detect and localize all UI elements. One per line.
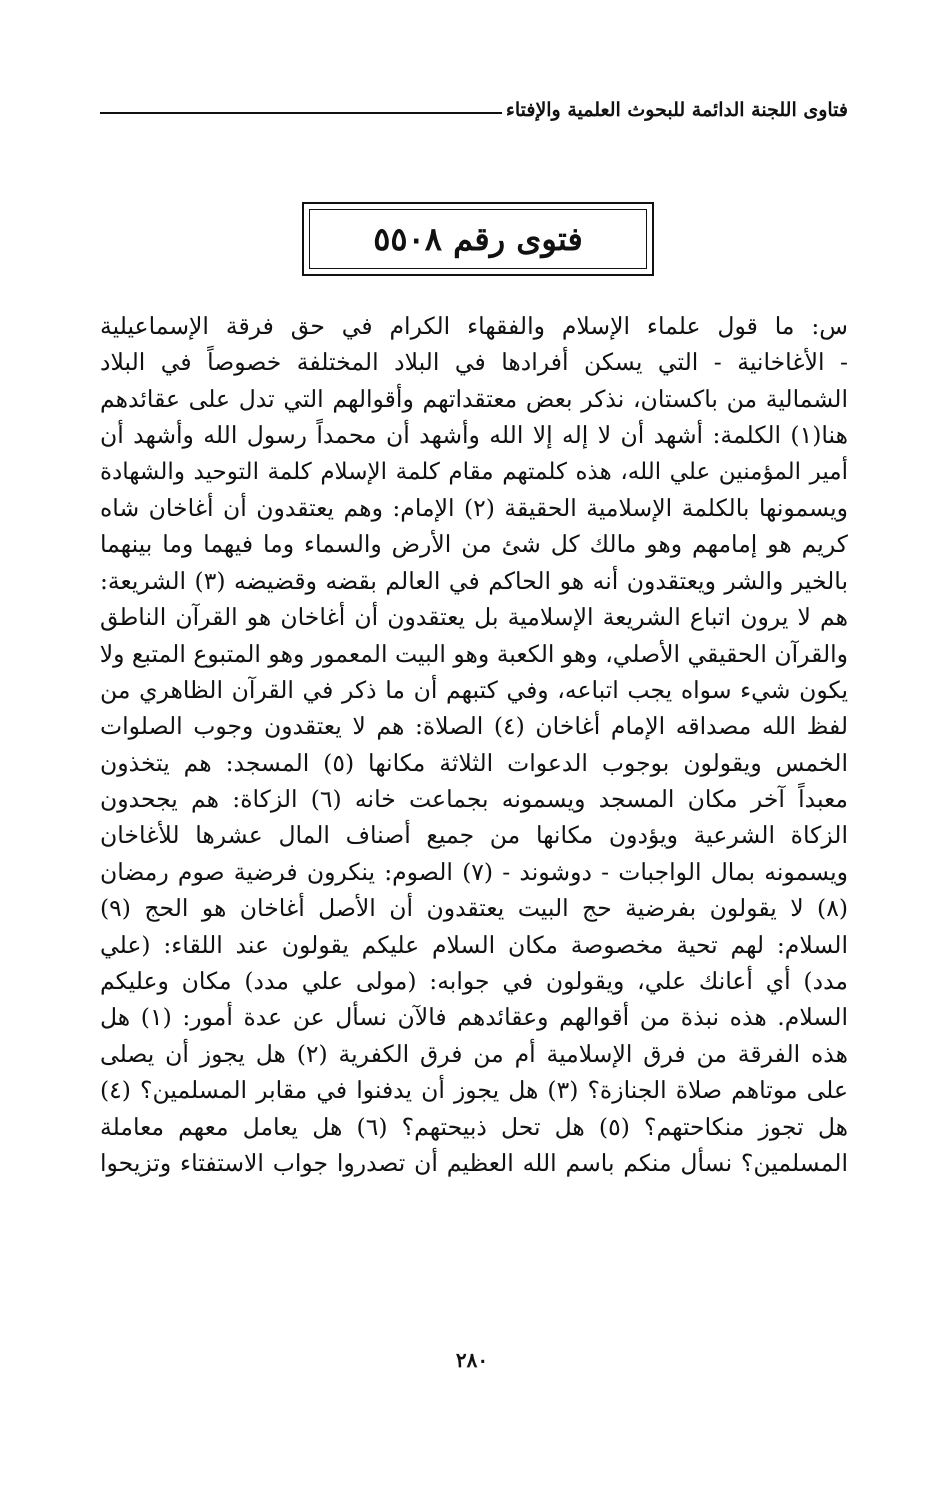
body-line: كريم هو إمامهم وهو مالك كل شئ من الأرض والسماء وما فيهما وما بينهما bbox=[100, 530, 848, 559]
body-line: هنا(١) الكلمة: أشهد أن لا إله إلا الله وأشهد أن محمداً رسول الله وأشهد أن bbox=[100, 421, 848, 450]
header-rule bbox=[100, 112, 502, 114]
fatwa-question-text bbox=[100, 308, 848, 1181]
body-line: لفظ الله مصداقه الإمام أغاخان (٤) الصلاة: هم لا يعتقدون وجوب الصلوات bbox=[100, 712, 848, 741]
running-title: فتاوى اللجنة الدائمة للبحوث العلمية والإفتاء bbox=[505, 99, 848, 121]
body-line: السلام. هذه نبذة من أقوالهم وعقائدهم فالآن نسأل عن عدة أمور: (١) هل bbox=[100, 1003, 848, 1032]
body-line: الشمالية من باكستان، نذكر بعض معتقداتهم وأقوالهم التي تدل على عقائدهم bbox=[100, 384, 848, 413]
body-line: الخمس ويقولون بوجوب الدعوات الثلاثة مكانها (٥) المسجد: هم يتخذون bbox=[100, 748, 848, 777]
body-line: هم لا يرون اتباع الشريعة الإسلامية بل يعتقدون أن أغاخان هو القرآن الناطق bbox=[100, 603, 848, 632]
fatwa-title-box bbox=[302, 202, 654, 276]
body-line: معبداً آخر مكان المسجد ويسمونه بجماعت خانه (٦) الزكاة: هم يجحدون bbox=[100, 785, 848, 814]
fatwa-title-inner-frame bbox=[309, 209, 647, 269]
body-line: ويسمونها بالكلمة الإسلامية الحقيقة (٢) الإمام: وهم يعتقدون أن أغاخان شاه bbox=[100, 493, 848, 522]
body-line: السلام: لهم تحية مخصوصة مكان السلام عليكم يقولون عند اللقاء: (علي bbox=[100, 930, 848, 959]
fatwa-title: فتوى رقم ٥٥٠٨ bbox=[373, 220, 583, 258]
body-line: المسلمين؟ نسأل منكم باسم الله العظيم أن تصدروا جواب الاستفتاء وتزيحوا bbox=[100, 1148, 848, 1177]
body-line: س: ما قول علماء الإسلام والفقهاء الكرام في حق فرقة الإسماعيلية bbox=[100, 312, 848, 340]
body-line: (٨) لا يقولون بفرضية حج البيت يعتقدون أن الأصل أغاخان هو الحج (٩) bbox=[100, 894, 848, 923]
body-line: الزكاة الشرعية ويؤدون مكانها من جميع أصناف المال عشرها للأغاخان bbox=[100, 821, 848, 850]
body-line: على موتاهم صلاة الجنازة؟ (٣) هل يجوز أن يدفنوا في مقابر المسلمين؟ (٤) bbox=[100, 1076, 848, 1105]
body-line: مدد) أي أعانك علي، ويقولون في جوابه: (مولى علي مدد) مكان وعليكم bbox=[100, 967, 848, 996]
body-line: هذه الفرقة من فرق الإسلامية أم من فرق الكفرية (٢) هل يجوز أن يصلى bbox=[100, 1039, 848, 1068]
body-line: هل تجوز منكاحتهم؟ (٥) هل تحل ذبيحتهم؟ (٦) هل يعامل معهم معاملة bbox=[100, 1112, 848, 1141]
body-line: أمير المؤمنين علي الله، هذه كلمتهم مقام كلمة الإسلام كلمة التوحيد والشهادة bbox=[100, 458, 848, 485]
body-line: - الأغاخانية - التي يسكن أفرادها في البلاد المختلفة خصوصاً في البلاد bbox=[100, 348, 848, 377]
body-line: يكون شيء سواه يجب اتباعه، وفي كتبهم أن ما ذكر في القرآن الظاهري من bbox=[100, 675, 848, 704]
page-number: ٢٨٠ bbox=[455, 1348, 489, 1372]
body-line: والقرآن الحقيقي الأصلي، وهو الكعبة وهو البيت المعمور وهو المتبوع المتبع ولا bbox=[100, 639, 848, 668]
body-line: ويسمونه بمال الواجبات - دوشوند - (٧) الصوم: ينكرون فرضية صوم رمضان bbox=[100, 857, 848, 886]
body-line: بالخير والشر ويعتقدون أنه هو الحاكم في العالم بقضه وقضيضه (٣) الشريعة: bbox=[100, 566, 848, 595]
running-header bbox=[100, 96, 848, 124]
